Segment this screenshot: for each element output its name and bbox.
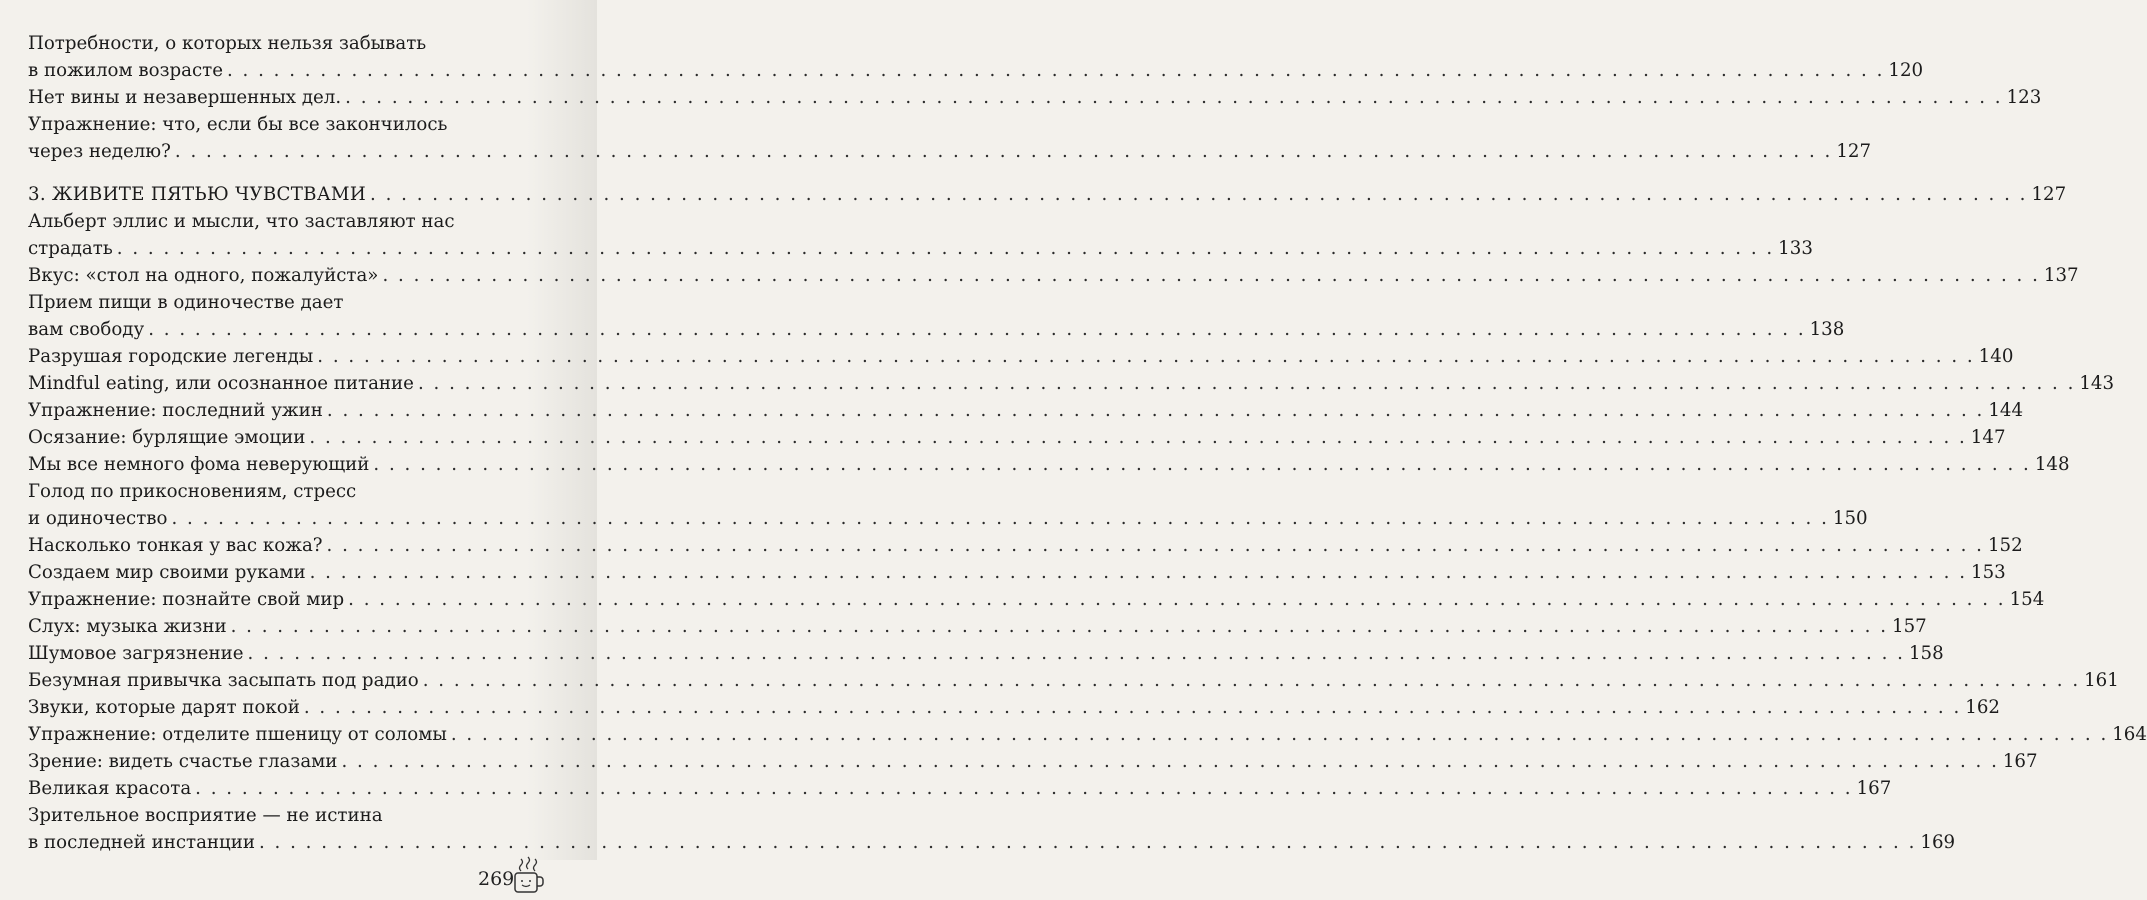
toc-line	[28, 316, 1845, 343]
toc-entry	[28, 208, 1813, 262]
toc-page-number: 161	[2084, 670, 2119, 691]
toc-entry-title: в пожилом возрасте	[28, 60, 223, 81]
dot-leader	[171, 505, 1828, 532]
toc-page-number: 120	[1888, 60, 1924, 81]
toc-line	[28, 111, 544, 138]
toc-entry	[28, 397, 2024, 424]
toc-entry	[28, 30, 1924, 84]
toc-line	[28, 694, 2000, 721]
toc-line	[28, 181, 2067, 208]
toc-entry	[28, 478, 1868, 532]
page-number: 269	[478, 868, 515, 890]
toc-line	[28, 748, 2038, 775]
toc-line	[28, 532, 2023, 559]
toc-entry	[28, 424, 2006, 451]
toc-entry	[28, 262, 2079, 289]
dot-leader	[348, 586, 2005, 613]
toc-line	[28, 235, 1813, 262]
dot-leader	[195, 775, 1852, 802]
toc-line	[28, 262, 2079, 289]
toc-entry	[28, 640, 1944, 667]
toc-entry-title: Нет вины и незавершенных дел.	[28, 87, 342, 108]
toc-entry	[28, 613, 1927, 640]
toc-entry	[28, 586, 2045, 613]
toc-entry	[28, 721, 2147, 748]
toc-line	[28, 138, 1872, 165]
toc-entry	[28, 775, 1892, 802]
toc-line	[28, 370, 2115, 397]
dot-leader	[310, 559, 1967, 586]
dot-leader	[317, 343, 1974, 370]
dot-leader	[418, 370, 2075, 397]
toc-entry-title: Слух: музыка жизни	[28, 616, 227, 637]
toc-entry-title: Прием пищи в одиночестве дает	[28, 292, 344, 313]
toc-line	[28, 57, 1924, 84]
toc-entry-title: через неделю?	[28, 141, 171, 162]
toc-entry	[28, 84, 2042, 111]
toc-page-number: 123	[2006, 87, 2042, 108]
toc-entry-title: 3. ЖИВИТЕ ПЯТЬЮ ЧУВСТВАМИ	[28, 184, 367, 205]
steaming-mug-icon	[511, 855, 545, 895]
toc-entry	[28, 802, 1956, 856]
toc-entry-title: Упражнение: отделите пшеницу от соломы	[28, 724, 447, 745]
toc-entry	[28, 111, 1872, 165]
chapter-gap	[28, 165, 544, 181]
dot-leader	[304, 694, 1961, 721]
toc-line	[28, 478, 544, 505]
toc-page-number: 164	[2112, 724, 2147, 745]
toc-line	[28, 289, 544, 316]
table-of-contents	[28, 30, 2147, 856]
toc-page-number: 143	[2079, 373, 2115, 394]
dot-leader	[227, 57, 1884, 84]
toc-entry-title: Голод по прикосновениям, стресс	[28, 481, 357, 502]
toc-entry	[28, 559, 2006, 586]
toc-entry-title: Потребности, о которых нельзя забывать	[28, 33, 427, 54]
dot-leader	[345, 84, 2002, 111]
toc-page-number: 138	[1809, 319, 1845, 340]
toc-line	[28, 84, 2042, 111]
dot-leader	[327, 397, 1984, 424]
dot-leader	[148, 316, 1805, 343]
toc-entry-title: Мы все немного фома неверующий	[28, 454, 370, 475]
toc-line	[28, 505, 1868, 532]
toc-page-number: 167	[2002, 751, 2038, 772]
toc-page-number: 148	[2034, 454, 2070, 475]
dot-leader	[309, 424, 1966, 451]
toc-entry-title: Упражнение: познайте свой мир	[28, 589, 345, 610]
toc-entry-title: Вкус: «стол на одного, пожалуйста»	[28, 265, 379, 286]
toc-page-number: 154	[2009, 589, 2045, 610]
toc-entry-title: Разрушая городские легенды	[28, 346, 314, 367]
toc-entry	[28, 748, 2038, 775]
toc-entry-title: Зрительное восприятие — не истина	[28, 805, 383, 826]
toc-page-number: 157	[1892, 616, 1927, 637]
dot-leader	[327, 532, 1984, 559]
dot-leader	[175, 138, 1832, 165]
toc-entry-title: вам свободу	[28, 319, 145, 340]
toc-entry	[28, 694, 2000, 721]
toc-chapter-heading	[28, 181, 2067, 208]
toc-entry	[28, 532, 2023, 559]
toc-line	[28, 343, 2014, 370]
toc-entry-title: Упражнение: что, если бы все закончилось	[28, 114, 448, 135]
dot-leader	[382, 262, 2039, 289]
toc-page-number: 158	[1908, 643, 1944, 664]
toc-entry-title: Mindful eating, или осознанное питание	[28, 373, 414, 394]
toc-page-number: 140	[1978, 346, 2014, 367]
toc-page-number: 169	[1920, 832, 1956, 853]
toc-line	[28, 721, 2147, 748]
toc-entry-title: Насколько тонкая у вас кожа?	[28, 535, 323, 556]
toc-line	[28, 829, 1956, 856]
toc-entry-title: Осязание: бурлящие эмоции	[28, 427, 306, 448]
toc-entry-title: Создаем мир своими руками	[28, 562, 306, 583]
toc-page-number: 150	[1832, 508, 1868, 529]
toc-line	[28, 451, 2070, 478]
toc-page-number: 133	[1778, 238, 1813, 259]
dot-leader	[451, 721, 2108, 748]
toc-entry-title: Звуки, которые дарят покой	[28, 697, 300, 718]
dot-leader	[373, 451, 2030, 478]
toc-line	[28, 613, 1927, 640]
dot-leader	[117, 235, 1774, 262]
dot-leader	[248, 640, 1905, 667]
toc-entry	[28, 370, 2115, 397]
toc-page-number: 127	[1836, 141, 1872, 162]
toc-entry-title: в последней инстанции	[28, 832, 255, 853]
toc-entry-title: Альберт эллис и мысли, что заставляют нас	[28, 211, 455, 232]
toc-entry-title: Зрение: видеть счастье глазами	[28, 751, 338, 772]
toc-entry-title: Великая красота	[28, 778, 192, 799]
dot-leader	[231, 613, 1888, 640]
dot-leader	[370, 181, 2027, 208]
toc-line	[28, 397, 2024, 424]
toc-entry-title: Шумовое загрязнение	[28, 643, 244, 664]
toc-entry	[28, 289, 1845, 343]
toc-line	[28, 559, 2006, 586]
toc-page-number: 153	[1971, 562, 2006, 583]
toc-entry-title: страдать	[28, 238, 113, 259]
toc-entry-title: Упражнение: последний ужин	[28, 400, 323, 421]
toc-page-number: 127	[2031, 184, 2067, 205]
dot-leader	[259, 829, 1916, 856]
toc-entry-title: Безумная привычка засыпать под радио	[28, 670, 419, 691]
toc-line	[28, 667, 2119, 694]
toc-entry	[28, 451, 2070, 478]
toc-page-number: 137	[2043, 265, 2079, 286]
toc-line	[28, 30, 544, 57]
toc-entry	[28, 667, 2119, 694]
toc-entry-title: и одиночество	[28, 508, 168, 529]
toc-entry	[28, 343, 2014, 370]
toc-line	[28, 775, 1892, 802]
toc-page-number: 167	[1856, 778, 1892, 799]
toc-page-number: 152	[1987, 535, 2023, 556]
toc-line	[28, 802, 544, 829]
toc-line	[28, 208, 544, 235]
toc-page-number: 144	[1988, 400, 2024, 421]
toc-page-number: 162	[1965, 697, 2000, 718]
dot-leader	[341, 748, 1998, 775]
toc-page-number: 147	[1970, 427, 2006, 448]
toc-line	[28, 640, 1944, 667]
toc-line	[28, 424, 2006, 451]
toc-line	[28, 586, 2045, 613]
dot-leader	[423, 667, 2080, 694]
